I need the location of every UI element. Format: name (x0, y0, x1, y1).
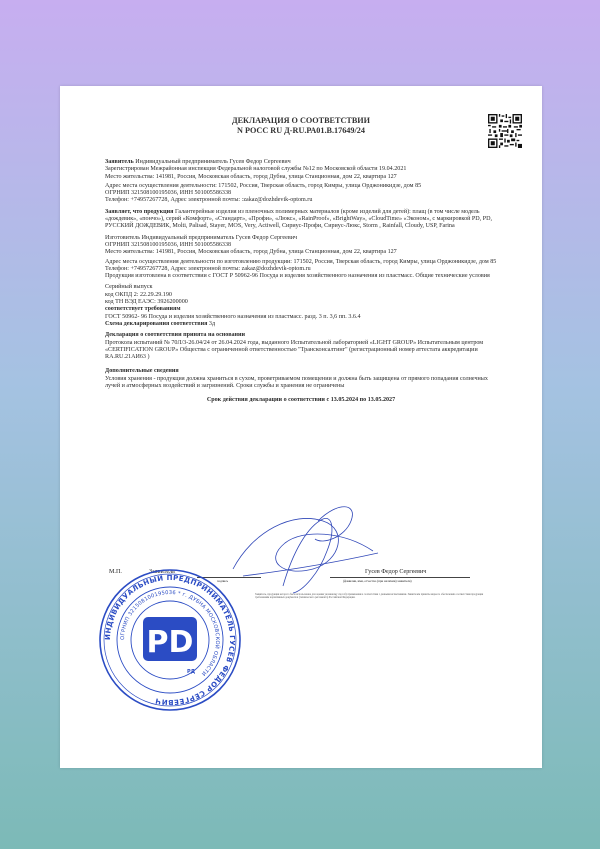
requirements-text: ГОСТ 50962- 96 Посуда и изделия хозяйственного назначения из пластмасс. разд. 3 п. 3,6 пп. 3.6.4 (105, 313, 361, 320)
product-paragraph (105, 209, 497, 231)
validity-line: Срок действия декларации о соответствии с 13.05.2024 по 13.05.2027 (206, 397, 396, 404)
signature-caption: подпись (217, 579, 229, 583)
scheme-value: 3д (207, 320, 216, 327)
signer-name: Гусев Федор Сергеевич (365, 569, 427, 575)
manufacturer-standard: Продукция изготовлена в соответствии с ГОСТ Р 50962-96 Посуда и изделия хозяйственного назначения из пластмасс. Общие технические условия (105, 273, 490, 280)
basis-text: Протокола испытаний № 70Л/3-26.04/24 от 26.04.2024 года, выданного Испытательной лабораторией «LIGHT GROUP» Испытательным центром «CERTIFICATION GROUP» Общества с ограниченной ответственностью "Трансконсалтинг" (регистрационный номер аттестата аккредитации RA.RU.21АИ63 ) (105, 339, 484, 361)
stamp-ring-text: ИНДИВИДУАЛЬНЫЙ ПРЕДПРИНИМАТЕЛЬ ГУСЕВ ФЕДОР СЕРГЕЕВИЧ (103, 573, 237, 707)
applicant-activity-address: Адрес места осуществления деятельности: 171502, Россия, Тверская область, город Кимры, улица Орджоникидзе, дом 85 (105, 182, 422, 189)
mp-label: М.П. (109, 569, 122, 575)
basis-label: Декларация о соответствии принята на основании (105, 332, 246, 339)
title-line-2: N РОСС RU Д-RU.РА01.В.17649/24 (237, 126, 365, 135)
declaration-body (105, 159, 497, 405)
additional-text: Условия хранения - продукция должна храниться в сухом, проветриваемом помещении и должна быть защищена от прямого попадания солнечных лучей и атмосферных воздействий и загрязнений. Сроки службы и хранения не ограничены (105, 375, 488, 390)
applicant-label: Заявитель (105, 159, 134, 165)
applicant-sign-label: Заявитель (149, 569, 175, 575)
document-title (105, 116, 497, 136)
stamp-logo: PD (146, 625, 194, 660)
additional-label: Дополнительные сведения (105, 368, 179, 375)
name-caption: (фамилия, имя, отчество (при наличии) заявителя) (343, 579, 412, 583)
tnved-code: код ТН ВЭД ЕАЭС: 3926200000 (105, 299, 188, 306)
serial-production: Серийный выпуск (105, 284, 153, 291)
applicant-phone: Телефон: +74957267728, Адрес электронной почты: :zakaz@dozhdevik-optom.ru (105, 197, 313, 204)
manufacturer-phone: Телефон: +74957267728, Адрес электронной почты: zakaz@dozhdevik-optom.ru (105, 265, 311, 272)
okpd-code: код ОКПД 2: 22.29.29.190 (105, 291, 172, 298)
fine-print: Заявитель, продукция которого была использована для оценки указанному способу применения и соответствия с данными испытаниями. Заявителем приняты меры по обеспечению соответствия продукции требованиям нормативных документов (технического регламента) Российской Федерации. (255, 593, 484, 600)
scheme-line (105, 321, 497, 328)
name-line (330, 577, 470, 578)
scheme-label: Схема декларирования соответствия (105, 320, 208, 327)
declaration-sheet (60, 86, 542, 768)
manufacturer-residence: Место жительства: 141981, Россия, Московская область, город Дубна, улица Станционная, дом 22, квартира 127 (105, 249, 397, 256)
title-line-1: ДЕКЛАРАЦИЯ О СООТВЕТСТВИИ (231, 116, 371, 125)
product-description: Галантерейные изделия из пленочных полимерных материалов (кроме изделий для детей): плащ (в том числе модель «дождевик», «пончо»), серий «Комфорт», «Стандарт», «Профи», «Люкс», «RainProof», «BrightWay», «CloudTime» «Эконом», с маркировкой PD, PD, РУССКИЙ ДОЖДЕВИК, Molti, Palisad, Stayer, MOS, Very, Actiwell, Сириус-Профи, Сириус-Люкс, Storm , Rainfall, Cloudy, USP, Farina (105, 208, 493, 230)
applicant-registration: Зарегистрирован Межрайонная инспекция Федеральной налоговой службы №12 по Московской области 19.04.2021 (105, 166, 407, 173)
company-stamp (91, 561, 249, 719)
qr-code (488, 114, 522, 148)
stamp-small-text: РД (186, 669, 196, 675)
product-label: Заявляет, что продукция (105, 208, 174, 215)
applicant-name: Индивидуальный предприниматель Гусев Федор Сергеевич (133, 159, 291, 165)
requirements-label: соответствует требованиям (105, 306, 181, 313)
manufacturer-ogrnip: ОГРНИП 321508100195036, ИНН 501005586338 (105, 241, 232, 248)
stamp-mid-text: ОГРНИП 321508100195036 * г. ДУБНА МОСКОВСКОЙ ОБЛАСТИ (119, 589, 221, 677)
applicant-residence: Место жительства: 141981, Россия, Московская область, город Дубна, улица Станционная, дом 22, квартира 127 (105, 173, 397, 180)
manufacturer-production-address: Адрес места осуществления деятельности по изготовлению продукции: 171502, Россия, Тверская область, город Кимры, улица Орджоникидзе, дом 85 (105, 258, 497, 265)
manufacturer-name: Изготовитель Индивидуальный предприниматель Гусев Федор Сергеевич (105, 234, 298, 241)
applicant-ogrnip: ОГРНИП 321508100195036, ИНН 501005586338 (105, 190, 232, 197)
